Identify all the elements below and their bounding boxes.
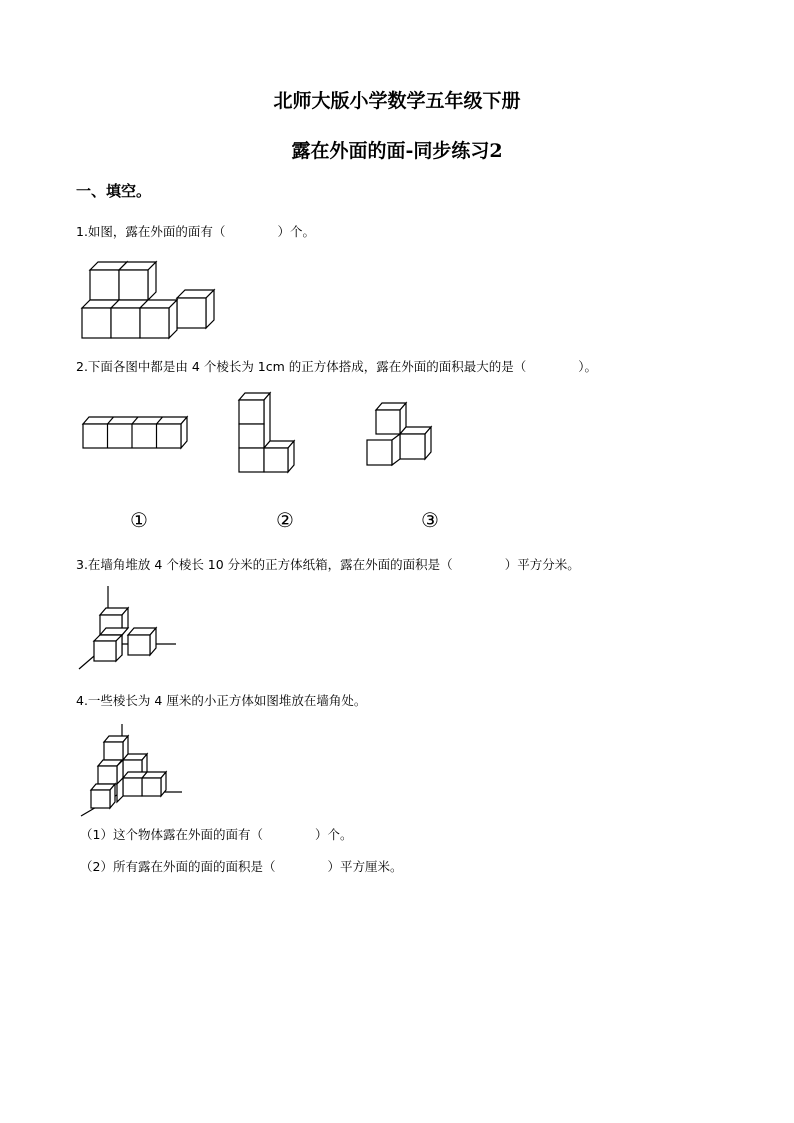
q1-cube <box>119 262 156 300</box>
q4-cube <box>91 784 115 808</box>
q3-cube <box>128 628 156 655</box>
q1-cube <box>140 300 177 338</box>
q2-figure-2 <box>234 390 298 476</box>
q2-option-3[interactable]: ③ <box>421 508 439 532</box>
q1-cube <box>177 290 214 328</box>
q4-sub2-after: ）平方厘米。 <box>327 859 403 874</box>
q3-text-after: ）平方分米。 <box>504 557 580 572</box>
question-4-part-2 <box>80 857 402 875</box>
q4-sub1-before: （1）这个物体露在外面的面有（ <box>80 827 263 842</box>
q2-text-before: 2.下面各图中都是由 4 个棱长为 1cm 的正方体搭成，露在外面的面积最大的是（ <box>76 359 527 374</box>
q2-option-1[interactable]: ① <box>130 508 148 532</box>
section-heading: 一、填空。 <box>76 182 152 200</box>
question-2 <box>76 357 597 375</box>
q2-figure-1 <box>80 412 192 452</box>
q4-sub1-after: ）个。 <box>314 827 353 842</box>
q1-cube-figure <box>80 258 220 342</box>
q4-cube <box>98 760 123 784</box>
q4-corner-figure <box>76 720 186 818</box>
q2-figure-3 <box>364 400 434 468</box>
q2-option-2[interactable]: ② <box>276 508 294 532</box>
q1-text-after: ）个。 <box>277 224 315 239</box>
q4-stem: 4.一些棱长为 4 厘米的小正方体如图堆放在墙角处。 <box>76 693 367 708</box>
question-4 <box>76 691 366 709</box>
q4-cube <box>104 736 128 760</box>
q2-text-after: ）。 <box>578 359 598 374</box>
question-3 <box>76 555 580 573</box>
question-1 <box>76 222 315 240</box>
q3-text-before: 3.在墙角堆放 4 个棱长 10 分米的正方体纸箱，露在外面的面积是（ <box>76 557 453 572</box>
question-4-part-1 <box>80 825 352 843</box>
page-title: 北师大版小学数学五年级下册 <box>273 90 521 112</box>
q1-text-before: 1.如图，露在外面的面有（ <box>76 224 226 239</box>
q4-cube <box>142 772 166 796</box>
q4-sub2-before: （2）所有露在外面的面的面积是（ <box>80 859 276 874</box>
q3-cube <box>94 635 122 661</box>
page-subtitle: 露在外面的面-同步练习2 <box>291 140 503 162</box>
q3-corner-figure <box>76 584 180 672</box>
